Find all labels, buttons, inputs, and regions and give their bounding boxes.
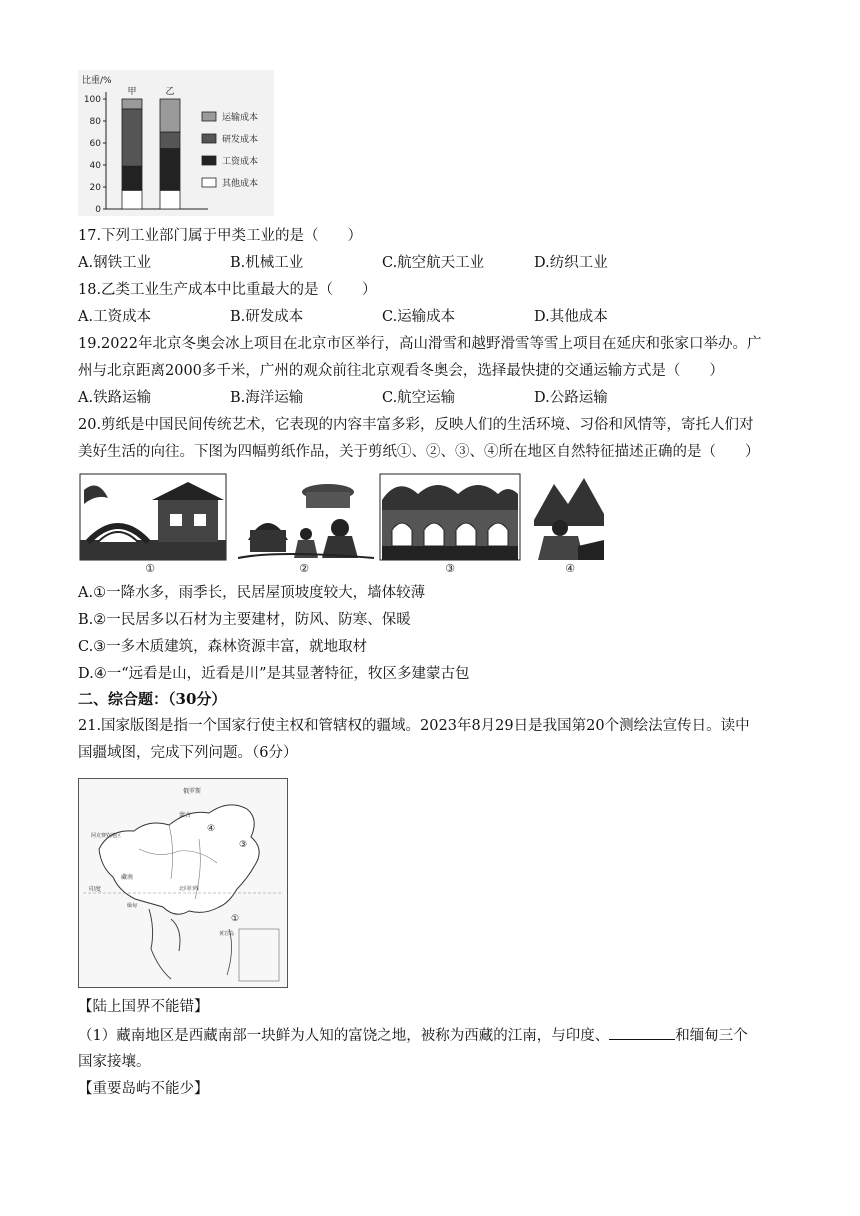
papercut-strip [78,470,606,576]
y-axis-label: 比重/% [82,76,112,86]
papercut-label-3: ③ [445,562,455,575]
q17-option-c[interactable]: C.航空航天工业 [382,255,485,271]
papercut-2-image [234,474,376,560]
q21-sub1-tail: 和缅甸三个 [675,1028,748,1044]
legend-label: 研发成本 [222,135,259,145]
bar-segment-乙-其他成本 [160,190,180,209]
legend-swatch [202,112,216,121]
cost-structure-chart [78,70,274,216]
q21-sub1-line1 [78,1025,748,1046]
bar-segment-甲-运输成本 [122,99,142,109]
q20-option-d[interactable]: D.④一“远看是山，近看是川”是其显著特征，牧区多建蒙古包 [78,666,470,682]
q18-option-c[interactable]: C.运输成本 [382,309,456,325]
legend-label: 运输成本 [222,113,259,123]
q19-stem-line2: 州与北京距离2000多千米，广州的观众前往北京观看冬奥会，选择最快捷的交通运输方式是（ ） [78,363,724,379]
q17-option-d[interactable]: D.纺织工业 [534,255,608,271]
map-label-india: 印度 [89,886,102,893]
papercut-1-image [80,474,226,560]
map-label-mongolia: 蒙古 [179,812,192,819]
legend-label: 其他成本 [222,179,259,189]
legend-swatch [202,134,216,143]
q17-option-b[interactable]: B.机械工业 [230,255,304,271]
papercut-3-image [380,474,520,560]
q19-option-b[interactable]: B.海洋运输 [230,390,304,406]
q19-option-c[interactable]: C.航空运输 [382,390,456,406]
y-tick-label: 40 [89,161,101,171]
q18-option-b[interactable]: B.研发成本 [230,309,304,325]
q20-stem-line2: 美好生活的向往。下图为四幅剪纸作品，关于剪纸①、②、③、④所在地区自然特征描述正确的是（ ） [78,444,760,460]
y-tick-label: 80 [89,117,101,127]
map-drawing [79,779,287,987]
map-marker-4: ④ [207,824,216,834]
papercut-label-2: ② [299,562,309,575]
q20-option-b[interactable]: B.②一民居多以石材为主要建材，防风、防寒、保暖 [78,612,411,628]
q21-sub1-line2: 国家接壤。 [78,1054,151,1070]
map-marker-3: ③ [239,840,248,850]
map-label-huangyan: 黄岩岛 [219,931,235,937]
bar-segment-甲-工资成本 [122,166,142,190]
map-label-tropic: 北回归线 [179,886,200,892]
q17-option-a[interactable]: A.钢铁工业 [78,255,152,271]
q21-stem-line2: 国疆域图，完成下列问题。（6分） [78,745,298,761]
bar-segment-乙-研发成本 [160,132,180,149]
q20-option-a[interactable]: A.①一降水多，雨季长，民居屋顶坡度较大，墙体较薄 [78,585,426,601]
q20-option-c[interactable]: C.③一多木质建筑，森林资源丰富，就地取材 [78,639,368,655]
q21-sub1-text: （1）藏南地区是西藏南部一块鲜为人知的富饶之地，被称为西藏的江南，与印度、 [78,1028,610,1044]
bar-segment-甲-研发成本 [122,109,142,166]
papercut-images [78,470,606,576]
q19-option-d[interactable]: D.公路运输 [534,390,608,406]
papercut-label-1: ① [145,562,155,575]
map-label-myanmar: 缅甸 [127,903,138,909]
bar-segment-乙-运输成本 [160,99,180,132]
papercut-label-4: ④ [565,562,575,575]
legend-swatch [202,156,216,165]
q18-option-d[interactable]: D.其他成本 [534,309,608,325]
y-tick-label: 20 [89,183,101,193]
legend-label: 工资成本 [222,157,259,167]
map-marker-1: ① [231,914,240,924]
legend-swatch [202,178,216,187]
map-label-russia: 俄罗斯 [183,788,202,795]
category-label: 甲 [127,87,137,97]
y-tick-label: 60 [89,139,101,149]
q19-stem-line1: 19.2022年北京冬奥会冰上项目在北京市区举行，高山滑雪和越野滑雪等雪上项目在延庆和张家口举办。广 [78,336,762,352]
section-2-title: 二、综合题：（30分） [78,690,227,708]
china-territory-map [78,778,288,988]
category-label: 乙 [165,87,175,97]
q17-stem: 17.下列工业部门属于甲类工业的是（ ） [78,228,363,244]
answer-blank[interactable] [609,1025,675,1040]
y-tick-label: 100 [83,95,101,105]
y-tick-label: 0 [95,205,101,215]
bar-segment-乙-工资成本 [160,149,180,191]
stacked-bar-chart [78,70,274,216]
q18-option-a[interactable]: A.工资成本 [78,309,152,325]
q20-stem-line1: 20.剪纸是中国民间传统艺术，它表现的内容丰富多彩，反映人们的生活环境、习俗和风情等，寄托人们对 [78,417,754,433]
bar-segment-甲-其他成本 [122,190,142,209]
map-label-aksai-chin: 阿克赛钦地区 [91,833,122,839]
q21-stem-line1: 21.国家版图是指一个国家行使主权和管辖权的疆域。2023年8月29日是我国第20个测绘法宣传日。读中 [78,718,750,734]
map-label-zangnan: 藏南 [121,874,134,881]
papercut-4-image [530,474,606,560]
q18-stem: 18.乙类工业生产成本中比重最大的是（ ） [78,282,377,298]
q21-heading-islands: 【重要岛屿不能少】 [78,1081,209,1097]
q19-option-a[interactable]: A.铁路运输 [78,390,152,406]
q21-heading-border: 【陆上国界不能错】 [78,999,209,1015]
